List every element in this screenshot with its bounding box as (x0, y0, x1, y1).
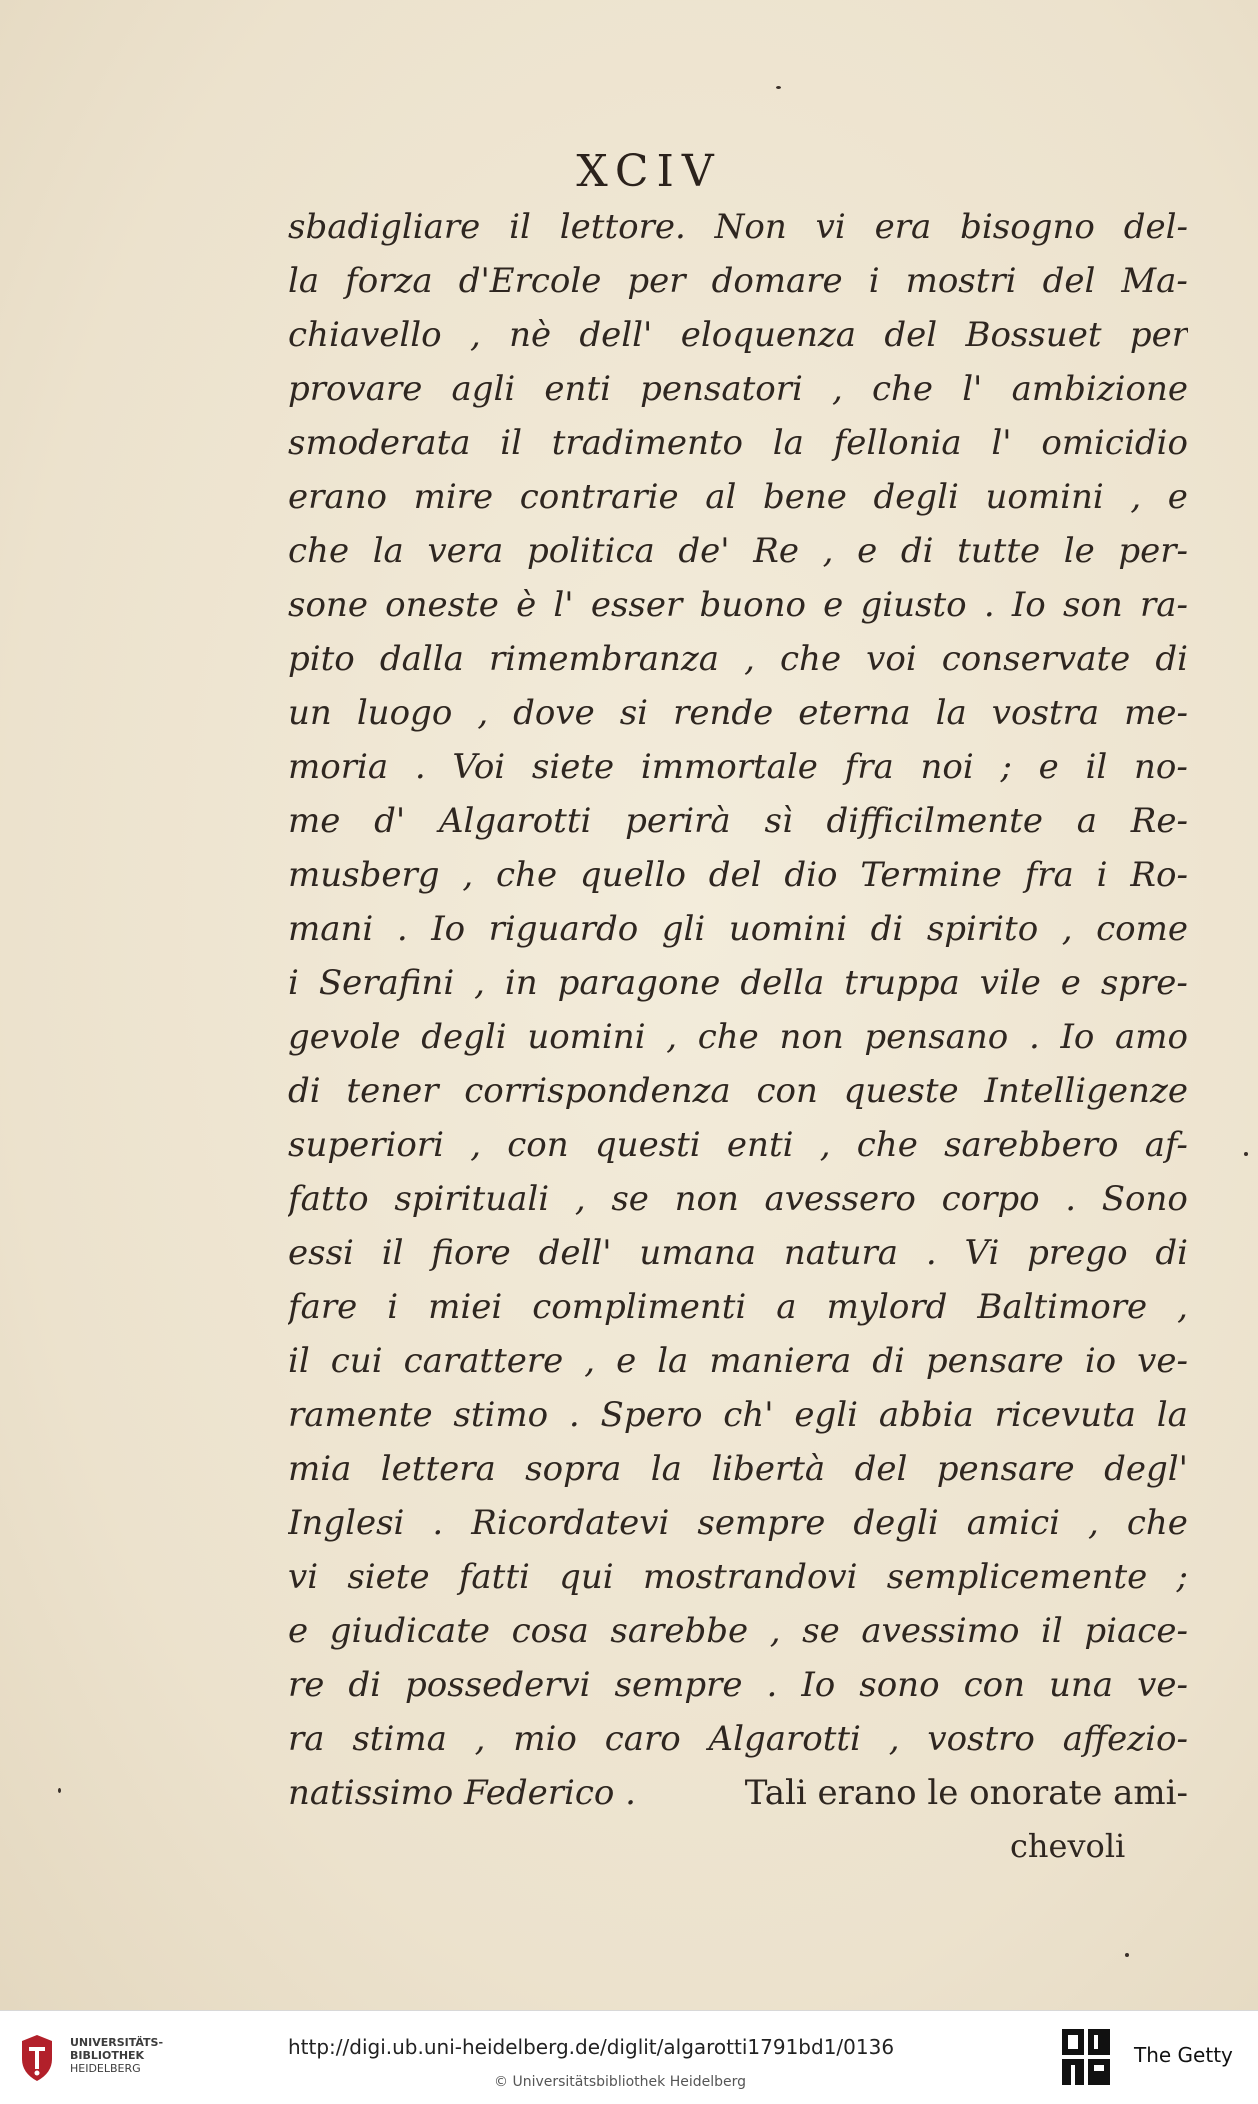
text-line: i Serafini , in paragone della truppa vile e spre- (288, 963, 1188, 1003)
text-line: pito dalla rimembranza , che voi conservate di (288, 639, 1188, 679)
text-line: ramente stimo . Spero ch' egli abbia ricevuta la (288, 1395, 1188, 1435)
text-line: moria . Voi siete immortale fra noi ; e il no- (288, 747, 1188, 787)
text-line: superiori , con questi enti , che sarebbero af- (288, 1125, 1188, 1165)
text-line: e giudicate cosa sarebbe , se avessimo il piace- (288, 1611, 1188, 1651)
text-line: la forza d'Ercole per domare i mostri del Ma- (288, 261, 1188, 301)
ink-speck (1125, 1953, 1129, 1957)
page-numeral: XCIV (576, 146, 722, 197)
text-line: me d' Algarotti perirà sì difficilmente a Re- (288, 801, 1188, 841)
text-line-last (288, 1766, 1188, 1820)
text-line: il cui carattere , e la maniera di pensare io ve- (288, 1341, 1188, 1381)
text-line: un luogo , dove si rende eterna la vostra me- (288, 693, 1188, 733)
text-line: fare i miei complimenti a mylord Baltimore , (288, 1287, 1188, 1327)
text-line: smoderata il tradimento la fellonia l' omicidio (288, 423, 1188, 463)
body-text (288, 200, 1188, 1820)
text-line: fatto spirituali , se non avessero corpo . Sono (288, 1179, 1188, 1219)
text-line: erano mire contrarie al bene degli uomini , e (288, 477, 1188, 517)
text-line: essi il fiore dell' umana natura . Vi prego di (288, 1233, 1188, 1273)
text-line: musberg , che quello del dio Termine fra i Ro- (288, 855, 1188, 895)
text-line: provare agli enti pensatori , che l' ambizione (288, 369, 1188, 409)
text-line: chiavello , nè dell' eloquenza del Bossuet per (288, 315, 1188, 355)
getty-label: The Getty (1134, 2043, 1233, 2067)
text-line: di tener corrispondenza con queste Intelligenze (288, 1071, 1188, 1111)
roman-text: Tali erano le onorate ami- (744, 1773, 1188, 1813)
text-line: sone oneste è l' esser buono e giusto . Io son ra- (288, 585, 1188, 625)
signature-text: natissimo Federico . (288, 1773, 636, 1813)
copyright-notice: © Universitätsbibliothek Heidelberg (494, 2074, 747, 2090)
text-line: gevole degli uomini , che non pensano . Io amo (288, 1017, 1188, 1057)
text-line: ra stima , mio caro Algarotti , vostro affezio- (288, 1719, 1188, 1759)
university-name: UNIVERSITÄTS- BIBLIOTHEK HEIDELBERG (70, 2036, 164, 2075)
text-line: mani . Io riguardo gli uomini di spirito , come (288, 909, 1188, 949)
university-seal-icon (16, 2033, 58, 2083)
text-line: sbadigliare il lettore. Non vi era bisogno del- (288, 207, 1188, 247)
ink-speck (1244, 1152, 1248, 1156)
text-line: mia lettera sopra la libertà del pensare degl' (288, 1449, 1188, 1489)
text-line: che la vera politica de' Re , e di tutte le per- (288, 531, 1188, 571)
footer-bar (0, 2010, 1258, 2104)
source-url-link[interactable]: http://digi.ub.uni-heidelberg.de/diglit/algarotti1791bd1/0136 (288, 2035, 895, 2059)
ink-speck (776, 86, 781, 89)
getty-logo-icon (1060, 2027, 1112, 2089)
text-line: re di possedervi sempre . Io sono con una ve- (288, 1665, 1188, 1705)
text-line: vi siete fatti qui mostrandovi semplicemente ; (288, 1557, 1188, 1597)
text-line: Inglesi . Ricordatevi sempre degli amici , che (288, 1503, 1188, 1543)
catchword: chevoli (1010, 1827, 1126, 1865)
ink-speck (58, 1788, 61, 1793)
